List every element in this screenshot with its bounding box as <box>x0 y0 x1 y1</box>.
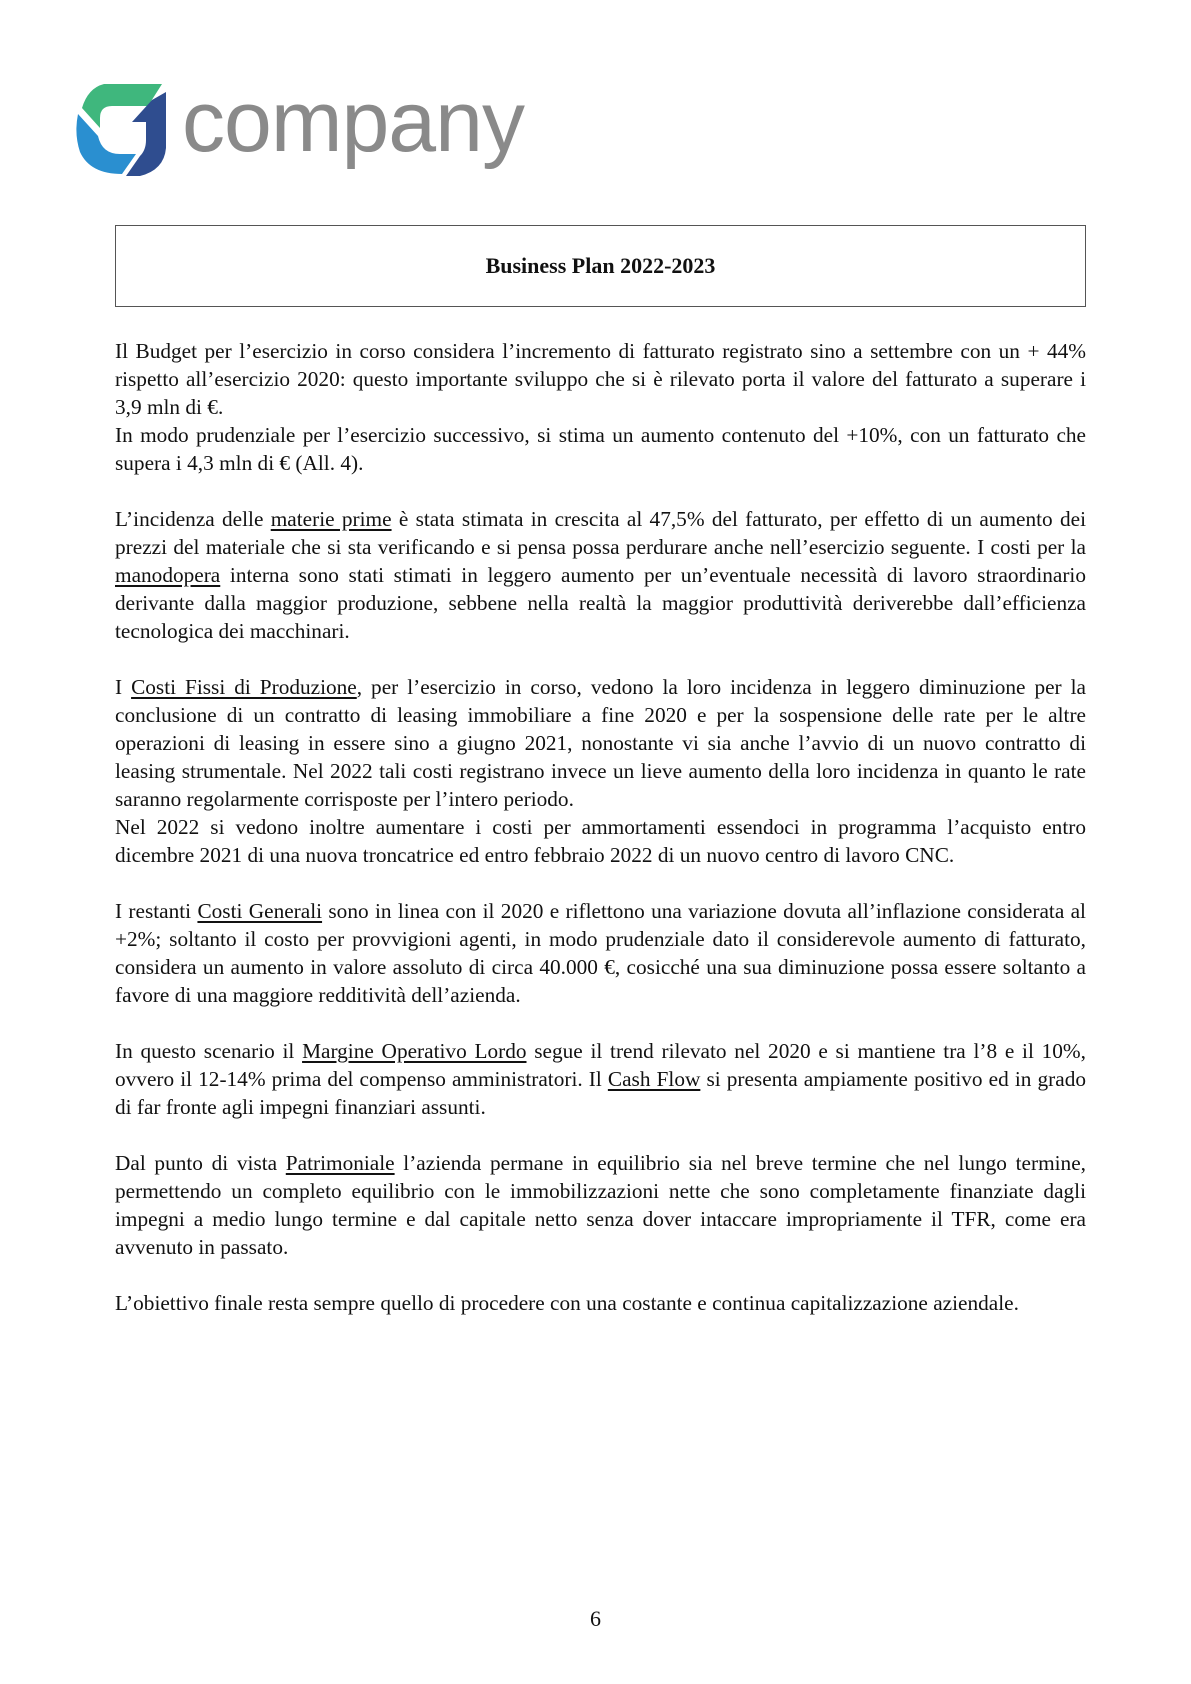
document-body <box>115 337 1086 1317</box>
company-logo <box>74 74 524 178</box>
text-segment: In questo scenario il <box>115 1039 303 1063</box>
paragraph-budget: Il Budget per l’esercizio in corso considera l’incremento di fatturato registrato sino a settembre con un + 44% rispetto all’esercizio 2020: questo importante sviluppo che si è rilevato porta il valore del fatturato a superare i 3,9 mln di €. <box>115 339 1086 419</box>
underlined-term: Costi Generali <box>197 899 323 923</box>
underlined-term: Costi Fissi di Produzione <box>131 675 357 699</box>
text-segment: è stata stimata in crescita al 47,5% del fatturato, per effetto di un aumento dei prezzi del materiale che si sta verificando e si pensa possa perdurare anche nell’esercizio seguente. I costi per la <box>115 507 1086 559</box>
underlined-term: Margine Operativo Lordo <box>302 1039 527 1063</box>
underlined-term: Patrimoniale <box>285 1151 395 1175</box>
company-wordmark: company <box>182 74 524 170</box>
paragraph-balance-sheet <box>115 1149 1086 1261</box>
text-segment: Dal punto di vista <box>115 1151 286 1175</box>
text-segment: I <box>115 675 132 699</box>
text-segment: sono in linea con il 2020 e riflettono una variazione dovuta all’inflazione considerata al +2%; soltanto il costo per provvigioni agenti, in modo prudenziale dato il considerevole aumento di fatturato, considera un aumento in valore assoluto di circa 40.000 €, cosicché una sua diminuzione possa essere soltanto a favore di una maggiore redditività dell’azienda. <box>115 899 1086 1007</box>
paragraph-fixed-costs <box>115 673 1086 813</box>
paragraph-raw-materials <box>115 505 1086 645</box>
underlined-term: Cash Flow <box>607 1067 701 1091</box>
text-segment: segue il trend rilevato nel 2020 e si mantiene tra l’8 e il 10%, ovvero il 12-14% prima del compenso amministratori. Il <box>115 1039 1086 1091</box>
paragraph-depreciation: Nel 2022 si vedono inoltre aumentare i costi per ammortamenti essendoci in programma l’acquisto entro dicembre 2021 di una nuova troncatrice ed entro febbraio 2022 di un nuovo centro di lavoro CNC. <box>115 815 1086 867</box>
text-segment: interna sono stati stimati in leggero aumento per un’eventuale necessità di lavoro straordinario derivante dalla maggior produzione, sebbene nella realtà la maggior produttività deriverebbe dall’efficienza tecnologica dei macchinari. <box>115 563 1086 643</box>
paragraph-margin <box>115 1037 1086 1121</box>
text-segment: L’incidenza delle <box>115 507 271 531</box>
paragraph-objective: L’obiettivo finale resta sempre quello di procedere con una costante e continua capitalizzazione aziendale. <box>115 1291 1019 1315</box>
title-box <box>115 225 1086 307</box>
text-segment: l’azienda permane in equilibrio sia nel breve termine che nel lungo termine, permettendo un completo equilibrio con le immobilizzazioni nette che sono completamente finanziate dagli impegni a medio lungo termine e dal capitale netto senza dover intaccare impropriamente il TFR, come era avvenuto in passato. <box>115 1151 1086 1259</box>
company-logo-icon <box>74 78 170 178</box>
page-number: 6 <box>590 1606 601 1631</box>
text-segment: si presenta ampiamente positivo ed in grado di far fronte agli impegni finanziari assunti. <box>115 1067 1086 1119</box>
paragraph-forecast: In modo prudenziale per l’esercizio successivo, si stima un aumento contenuto del +10%, con un fatturato che supera i 4,3 mln di € (All. 4). <box>115 423 1086 475</box>
document-title: Business Plan 2022-2023 <box>485 253 716 278</box>
underlined-term: manodopera <box>115 563 221 587</box>
text-segment: I restanti <box>115 899 198 923</box>
underlined-term: materie prime <box>270 507 392 531</box>
text-segment: , per l’esercizio in corso, vedono la loro incidenza in leggero diminuzione per la conclusione di un contratto di leasing immobiliare a fine 2020 e per la sospensione delle rate per le altre operazioni di leasing in essere sino a giugno 2021, nonostante vi sia anche l’avvio di un nuovo contratto di leasing strumentale. Nel 2022 tali costi registrano invece un lieve aumento della loro incidenza in quanto le rate saranno regolarmente corrisposte per l’intero periodo. <box>115 675 1086 811</box>
paragraph-general-costs <box>115 897 1086 1009</box>
